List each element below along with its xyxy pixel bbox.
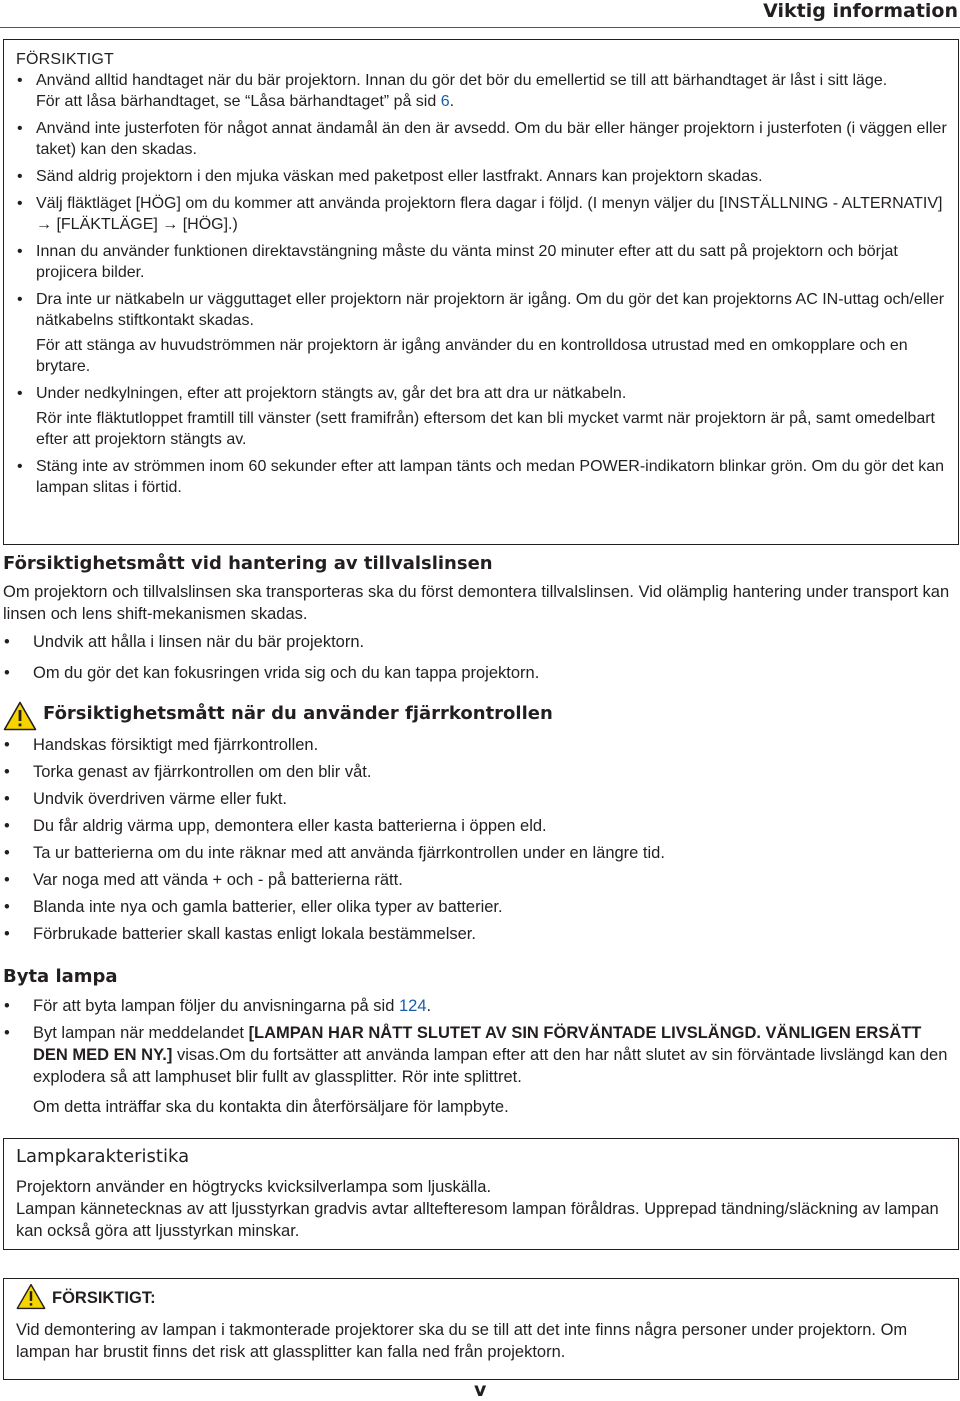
caution-heading: FÖRSIKTIGT	[16, 51, 114, 68]
caution-box-lamp	[3, 1278, 959, 1380]
caution-item-cont: För att låsa bärhandtaget, se “Låsa bärhandtaget” på sid	[36, 93, 441, 110]
lamp-box-line: Lampan kännetecknas av att ljusstyrkan gradvis avtar alltefteresom lampan föråldras. Upprepad tändning/släckning av lampan kan också göra att ljusstyrkan minskar.	[16, 1200, 939, 1240]
caution-item: • Sänd aldrig projektorn i den mjuka väskan med paketpost eller lastfrakt. Annars kan projektorn skadas.	[16, 166, 948, 187]
caution-item-cont: Rör inte fläktutloppet framtill till vänster (sett framifrån) eftersom det kan bli mycket varmt när projektorn är på, samt omedelbart efter att projektorn stängts av.	[36, 410, 935, 448]
lamp-section-title: Byta lampa	[3, 966, 118, 987]
caution-list-continued	[16, 383, 948, 404]
caution-list-end	[16, 456, 948, 498]
lamp-item-cont: Om detta inträffar ska du kontakta din återförsäljare för lampbyte.	[33, 1098, 509, 1116]
caution-item: • Använd inte justerfoten för något annat ändamål än den är avsedd. Om du bär eller hänger projektorn i justerfoten (i väggen eller taket) kan den skadas.	[16, 118, 948, 160]
lamp-box-title: Lampkarakteristika	[16, 1146, 190, 1167]
remote-section	[3, 703, 959, 950]
lens-section-body: Om projektorn och tillvalslinsen ska transporteras ska du först demontera tillvalslinsen. Vid olämplig hantering under transport kan linsen och lens shift-mekanismen skadas.	[3, 583, 950, 623]
lamp-characteristics-box	[3, 1138, 959, 1250]
lamp-list	[3, 995, 959, 1088]
lamp-item-text-end: .	[426, 997, 432, 1015]
page-header-title: Viktig information	[763, 0, 958, 22]
caution-box	[3, 39, 959, 545]
lamp-item-text: För att byta lampan följer du anvisningarna på sid	[33, 997, 399, 1015]
lamp-item-text-end: visas.Om du fortsätter att använda lampan efter att den har nått slutet av sin förväntade livslängd kan den explodera så att lamphuset blir fullt av glassplitter. Rör inte splittret.	[33, 1046, 948, 1086]
lens-list	[3, 631, 959, 684]
caution-list	[16, 70, 948, 331]
remote-item: • Förbrukade batterier skall kastas enligt lokala bestämmelser.	[3, 923, 959, 945]
header-rule	[0, 27, 960, 28]
remote-item: • Ta ur batterierna om du inte räknar med att använda fjärrkontrollen under en längre tid.	[3, 842, 959, 864]
warning-triangle-icon	[3, 701, 37, 731]
remote-item: • Undvik överdriven värme eller fukt.	[3, 788, 959, 810]
remote-section-title-text: Försiktighetsmått när du använder fjärrkontrollen	[43, 703, 553, 724]
lens-section	[3, 553, 959, 684]
caution-item: • Dra inte ur nätkabeln ur vägguttaget eller projektorn när projektorn är igång. Om du gör det kan projektorns AC IN-uttag och/eller nätkabelns stiftkontakt skadas.	[16, 289, 948, 331]
remote-item: • Du får aldrig värma upp, demontera eller kasta batterierna i öppen eld.	[3, 815, 959, 837]
lamp-item	[3, 1022, 959, 1088]
warning-triangle-icon	[16, 1283, 46, 1310]
lamp-item	[3, 995, 959, 1017]
remote-item: • Blanda inte nya och gamla batterier, eller olika typer av batterier.	[3, 896, 959, 918]
remote-item: • Torka genast av fjärrkontrollen om den blir våt.	[3, 761, 959, 783]
remote-item: • Var noga med att vända + och - på batterierna rätt.	[3, 869, 959, 891]
remote-list	[3, 734, 959, 945]
lamp-message-bold: [LAMPAN HAR NÅTT SLUTET AV SIN FÖRVÄNTADE LIVSLÄNGD. VÄNLIGEN ERSÄTT DEN MED EN NY.]	[33, 1024, 922, 1064]
caution-item	[16, 70, 948, 112]
page-number: v	[474, 1379, 487, 1401]
caution-item-text: Använd alltid handtaget när du bär projektorn. Innan du gör det bör du emellertid se till att bärhandtaget är låst i sitt läge.	[36, 72, 888, 89]
caution-item-cont-end: .	[449, 93, 455, 110]
lamp-section	[3, 966, 959, 1118]
lens-item: • Om du gör det kan fokusringen vrida sig och du kan tappa projektorn.	[3, 662, 959, 684]
lamp-box-line: Projektorn använder en högtrycks kvicksilverlampa som ljuskälla.	[16, 1178, 492, 1196]
lamp-item-text: Byt lampan när meddelandet	[33, 1024, 249, 1042]
lens-section-title: Försiktighetsmått vid hantering av tillvalslinsen	[3, 553, 493, 574]
lens-item: • Undvik att hålla i linsen när du bär projektorn.	[3, 631, 959, 653]
caution-item: • Stäng inte av strömmen inom 60 sekunder efter att lampan tänts och medan POWER-indikatorn blinkar grön. Om du gör det kan lampan slitas i förtid.	[16, 456, 948, 498]
caution-item-cont: För att stänga av huvudströmmen när projektorn är igång använder du en kontrolldosa utrustad med en omkopplare och en brytare.	[36, 337, 908, 375]
remote-section-title	[3, 703, 959, 725]
caution-item: • Innan du använder funktionen direktavstängning måste du vänta minst 20 minuter efter att du satt på projektorn och börjat projicera bilder.	[16, 241, 948, 283]
remote-item: • Handskas försiktigt med fjärrkontrollen.	[3, 734, 959, 756]
caution-item: • Välj fläktläget [HÖG] om du kommer att använda projektorn flera dagar i följd. (I menyn väljer du [INSTÄLLNING - ALTERNATIV] → [FLÄKTLÄGE] → [HÖG].)	[16, 193, 948, 235]
caution-box-lamp-title	[16, 1287, 948, 1309]
caution-box-lamp-body: Vid demontering av lampan i takmonterade projektorer ska du se till att det inte finns några personer under projektorn. Om lampan har brustit finns det risk att glassplitter kan falla ned från projektorn.	[16, 1321, 908, 1361]
caution-box-lamp-title-text: FÖRSIKTIGT:	[52, 1289, 156, 1307]
page-ref-link[interactable]: 124	[398, 997, 427, 1015]
page-ref-link[interactable]: 6	[440, 93, 450, 110]
caution-item: • Under nedkylningen, efter att projektorn stängts av, går det bra att dra ur nätkabeln.	[16, 383, 948, 404]
